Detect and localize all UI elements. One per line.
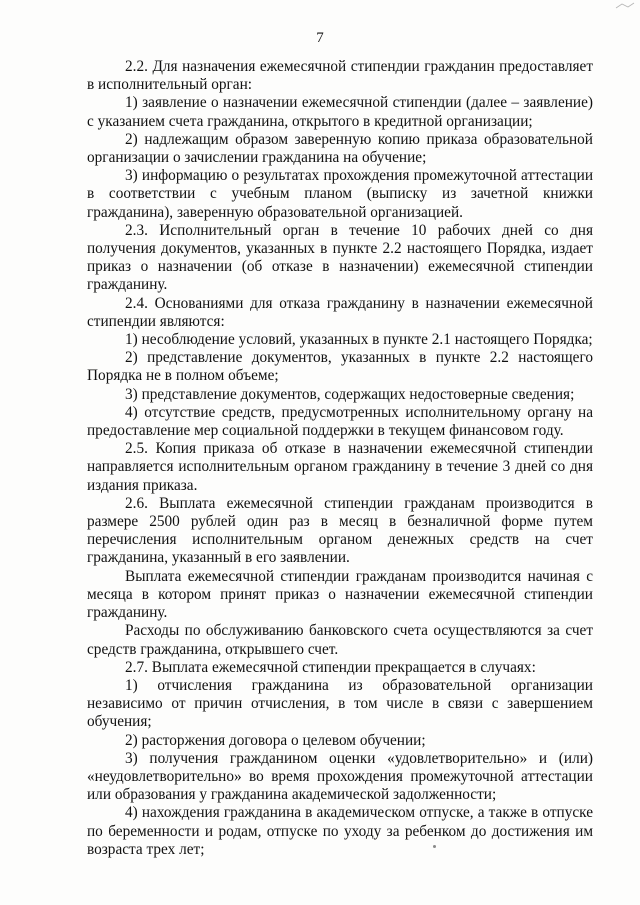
paragraph-2-6-cont-1: Выплата ежемесячной стипендии гражданам производится начиная с месяца в котором принят приказ о назначении ежемесячной стипендии гражданину. [87, 567, 593, 622]
page-number: 7 [316, 30, 324, 46]
paragraph-2-7-item-2: 2) расторжения договора о целевом обучении; [125, 731, 426, 749]
paragraph-2-7-item-1: 1) отчисления гражданина из образовательной организации независимо от причин отчисления, в том числе в связи с завершением обучения; [87, 676, 593, 731]
paragraph-2-7-item-3: 3) получения гражданином оценки «удовлетворительно» и (или) «неудовлетворительно» во время прохождения промежуточной аттестации или образования у гражданина академической задолженности; [87, 749, 593, 804]
paragraph-2-7-item-4: 4) нахождения гражданина в академическом отпуске, а также в отпуске по беременности и родам, отпуске по уходу за ребенком до достижения им возраста трех лет; [87, 804, 593, 858]
paragraph-2-4-item-1: 1) несоблюдение условий, указанных в пункте 2.1 настоящего Порядка; [125, 331, 593, 349]
paragraph-2-6-cont-2: Расходы по обслуживанию банковского счета осуществляются за счет средств гражданина, открывшего счет. [87, 622, 593, 658]
paragraph-2-6: 2.6. Выплата ежемесячной стипендии гражданам производится в размере 2500 рублей один раз в месяц в безналичной форме путем перечисления исполнительным органом денежных средств на счет гражданина, указанный в его заявлении. [87, 494, 593, 567]
paragraph-2-4-item-2: 2) представление документов, указанных в пункте 2.2 настоящего Порядка не в полном объеме; [87, 349, 593, 385]
document-body [87, 58, 593, 859]
scan-corner-mark [614, 2, 636, 10]
paragraph-2-7: 2.7. Выплата ежемесячной стипендии прекращается в случаях: [125, 658, 536, 676]
paragraph-2-2-item-2: 2) надлежащим образом заверенную копию приказа образовательной организации о зачислении гражданина на обучение; [87, 130, 593, 167]
paragraph-2-4-item-3: 3) представление документов, содержащих недостоверные сведения; [125, 385, 575, 403]
paragraph-2-4: 2.4. Основаниями для отказа гражданину в назначении ежемесячной стипендии являются: [87, 294, 593, 330]
paragraph-2-2-item-3: 3) информацию о результатах прохождения промежуточной аттестации в соответствии с учебным планом (выписку из зачетной книжки гражданина), заверенную образовательной организацией. [87, 167, 593, 221]
paragraph-2-2-item-1: 1) заявление о назначении ежемесячной стипендии (далее – заявление) с указанием счета гражданина, открытого в кредитной организации; [87, 94, 593, 130]
paragraph-2-3: 2.3. Исполнительный орган в течение 10 рабочих дней со дня получения документов, указанных в пункте 2.2 настоящего Порядка, издает приказ о назначении (об отказе в назначении) ежемесячной стипендии гражданину. [87, 221, 593, 294]
scan-speck [433, 845, 436, 848]
paragraph-2-4-item-4: 4) отсутствие средств, предусмотренных исполнительному органу на предоставление мер социальной поддержки в текущем финансовом году. [87, 403, 593, 440]
paragraph-2-2: 2.2. Для назначения ежемесячной стипендии гражданин предоставляет в исполнительный орган: [87, 58, 593, 94]
paragraph-2-5: 2.5. Копия приказа об отказе в назначении ежемесячной стипендии направляется исполнительным органом гражданину в течение 3 дней со дня издания приказа. [87, 440, 593, 494]
